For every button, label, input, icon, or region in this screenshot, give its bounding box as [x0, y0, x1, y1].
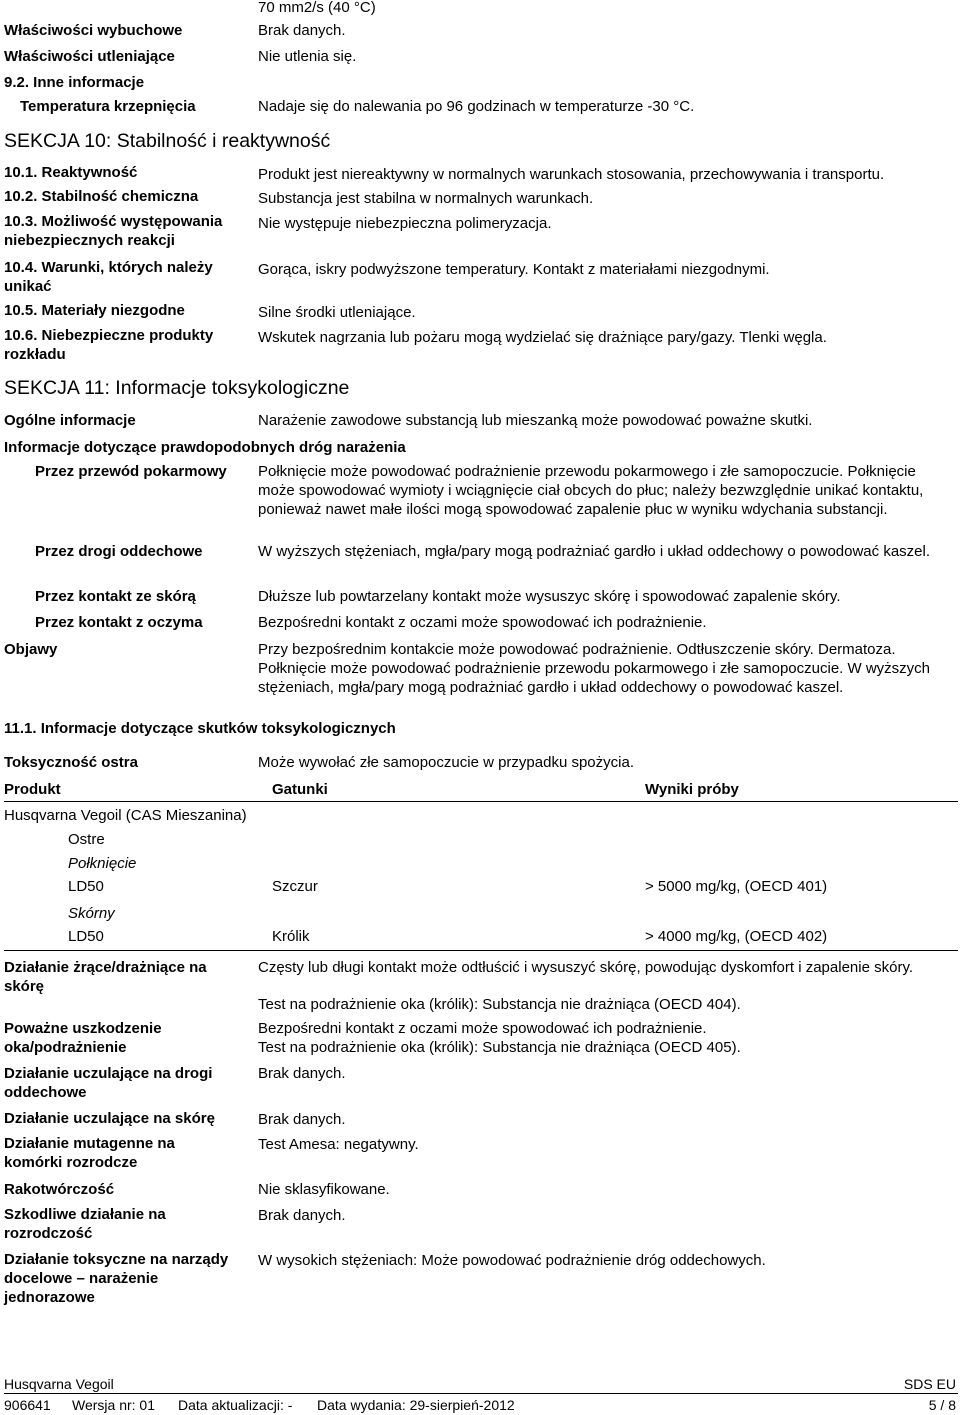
effect-value: W wysokich stężeniach: Może powodować podrażnienie dróg oddechowych. [258, 1252, 766, 1269]
explosive-label: Właściwości wybuchowe [4, 22, 183, 39]
route-value: W wyższych stężeniach, mgła/pary mogą podrażniać gardło i układ oddechowy o powodować kaszel. [258, 543, 931, 560]
other-info-heading: 9.2. Inne informacje [4, 74, 145, 91]
section11-title: SEKCJA 11: Informacje toksykologiczne [4, 377, 350, 399]
table-dermal-label: Skórny [68, 905, 115, 922]
table-oral-test: LD50 [68, 878, 104, 895]
acute-toxicity-label: Toksyczność ostra [4, 754, 138, 771]
footer-doc-type: SDS EU [903, 1376, 956, 1392]
effect-label: Działanie uczulające na drogi oddechowe [4, 1065, 213, 1101]
section10-item-label: 10.6. Niebezpieczne produkty rozkładu [4, 327, 214, 363]
table-header-species: Gatunki [272, 781, 328, 798]
table-header-results: Wyniki próby [645, 781, 739, 798]
section10-item-label: 10.1. Reaktywność [4, 164, 138, 181]
footer-rule [4, 1393, 958, 1394]
effect-value: Częsty lub długi kontakt może odtłuścić i wysuszyć skórę, powodując dyskomfort i zapalenie skóry. [258, 959, 913, 976]
oxidizing-label: Właściwości utleniające [4, 48, 175, 65]
section10-item-label: 10.5. Materiały niezgodne [4, 302, 185, 319]
table-bottom-rule [4, 950, 958, 951]
freezing-label: Temperatura krzepnięcia [20, 98, 196, 115]
symptoms-label: Objawy [4, 641, 58, 658]
route-label: Przez kontakt z oczyma [35, 614, 203, 631]
routes-heading: Informacje dotyczące prawdopodobnych dróg narażenia [4, 439, 406, 456]
section10-item-value: Nie występuje niebezpieczna polimeryzacja. [258, 215, 552, 232]
footer-version: Wersja nr: 01 [72, 1397, 155, 1413]
explosive-value: Brak danych. [258, 22, 346, 39]
effect-value: Nie sklasyfikowane. [258, 1181, 390, 1198]
route-label: Przez drogi oddechowe [35, 543, 203, 560]
section10-item-value: Produkt jest niereaktywny w normalnych warunkach stosowania, przechowywania i transportu. [258, 166, 885, 183]
section10-item-value: Silne środki utleniające. [258, 304, 416, 321]
table-dermal-result: > 4000 mg/kg, (OECD 402) [645, 928, 828, 945]
route-value: Bezpośredni kontakt z oczami może spowodować ich podrażnienie. [258, 614, 707, 631]
effect-value-extra: Test na podrażnienie oka (królik): Substancja nie drażniąca (OECD 405). [258, 1039, 741, 1056]
oxidizing-value: Nie utlenia się. [258, 48, 357, 65]
section10-item-value: Wskutek nagrzania lub pożaru mogą wydzielać się drażniące pary/gazy. Tlenki węgla. [258, 329, 827, 346]
symptoms-value: Przy bezpośrednim kontakcie może powodować podrażnienie. Odtłuszczenie skóry. Dermatoza. Połknięcie może powodować podrażnienie przewodu pokarmowego i złe samopoczucie. W wyższych stężeniach, mgła/pary mogą podrażniać gardło i układ oddechowy o powodować kaszel. [258, 641, 930, 696]
section10-item-value: Gorąca, iskry podwyższone temperatury. Kontakt z materiałami niezgodnymi. [258, 261, 770, 278]
freezing-value: Nadaje się do nalewania po 96 godzinach w temperaturze -30 °C. [258, 98, 695, 115]
table-group: Ostre [68, 831, 105, 848]
footer-issued: Data wydania: 29-sierpień-2012 [317, 1397, 515, 1413]
effect-label: Działanie toksyczne na narządy docelowe – narażenie jednorazowe [4, 1251, 229, 1306]
route-label: Przez kontakt ze skórą [35, 588, 196, 605]
general-info-value: Narażenie zawodowe substancją lub mieszanką może powodować poważne skutki. [258, 412, 813, 429]
effect-value: Brak danych. [258, 1111, 346, 1128]
table-product: Husqvarna Vegoil (CAS Mieszanina) [4, 807, 247, 824]
effect-label: Działanie uczulające na skórę [4, 1110, 215, 1127]
footer-product: Husqvarna Vegoil [4, 1376, 114, 1392]
effect-label: Działanie żrące/drażniące na skórę [4, 959, 207, 995]
table-oral-result: > 5000 mg/kg, (OECD 401) [645, 878, 828, 895]
effect-label: Szkodliwe działanie na rozrodczość [4, 1206, 166, 1242]
footer-page-number: 5 / 8 [928, 1397, 956, 1413]
subsection-title: 11.1. Informacje dotyczące skutków toksykologicznych [4, 720, 396, 737]
effect-value: Bezpośredni kontakt z oczami może spowodować ich podrażnienie. [258, 1020, 707, 1037]
table-dermal-species: Królik [272, 928, 310, 945]
footer-code: 906641 [4, 1397, 51, 1413]
effect-label: Działanie mutagenne na komórki rozrodcze [4, 1135, 175, 1171]
section10-item-label: 10.4. Warunki, których należy unikać [4, 259, 213, 295]
section10-title: SEKCJA 10: Stabilność i reaktywność [4, 130, 331, 152]
table-oral-species: Szczur [272, 878, 318, 895]
section10-item-value: Substancja jest stabilna w normalnych warunkach. [258, 190, 594, 207]
effect-label: Rakotwórczość [4, 1181, 115, 1198]
effect-value-extra: Test na podrażnienie oka (królik): Substancja nie drażniąca (OECD 404). [258, 996, 741, 1013]
route-value: Połknięcie może powodować podrażnienie przewodu pokarmowego i złe samopoczucie. Połknięcie może spowodować wymioty i wciągnięcie ciał obcych do płuc; należy bezwzględnie unikać kontaktu, ponieważ nawet małe ilości mogą spowodować zapalenie płuc w wyniku wdychania substancji. [258, 463, 924, 518]
table-dermal-test: LD50 [68, 928, 104, 945]
table-header-rule [4, 801, 958, 802]
section10-item-label: 10.2. Stabilność chemiczna [4, 188, 199, 205]
section10-item-label: 10.3. Możliwość występowania niebezpiecznych reakcji [4, 213, 223, 249]
effect-value: Test Amesa: negatywny. [258, 1136, 419, 1153]
effect-value: Brak danych. [258, 1065, 346, 1082]
route-label: Przez przewód pokarmowy [35, 463, 227, 480]
acute-toxicity-value: Może wywołać złe samopoczucie w przypadku spożycia. [258, 754, 634, 771]
effect-label: Poważne uszkodzenie oka/podrażnienie [4, 1020, 162, 1056]
effect-value: Brak danych. [258, 1207, 346, 1224]
route-value: Dłuższe lub powtarzelany kontakt może wysuszyc skórę i spowodować zapalenie skóry. [258, 588, 841, 605]
general-info-label: Ogólne informacje [4, 412, 136, 429]
footer-updated: Data aktualizacji: - [178, 1397, 293, 1413]
table-oral-label: Połknięcie [68, 855, 137, 872]
viscosity-value: 70 mm2/s (40 °C) [258, 0, 376, 16]
table-header-product: Produkt [4, 781, 61, 798]
